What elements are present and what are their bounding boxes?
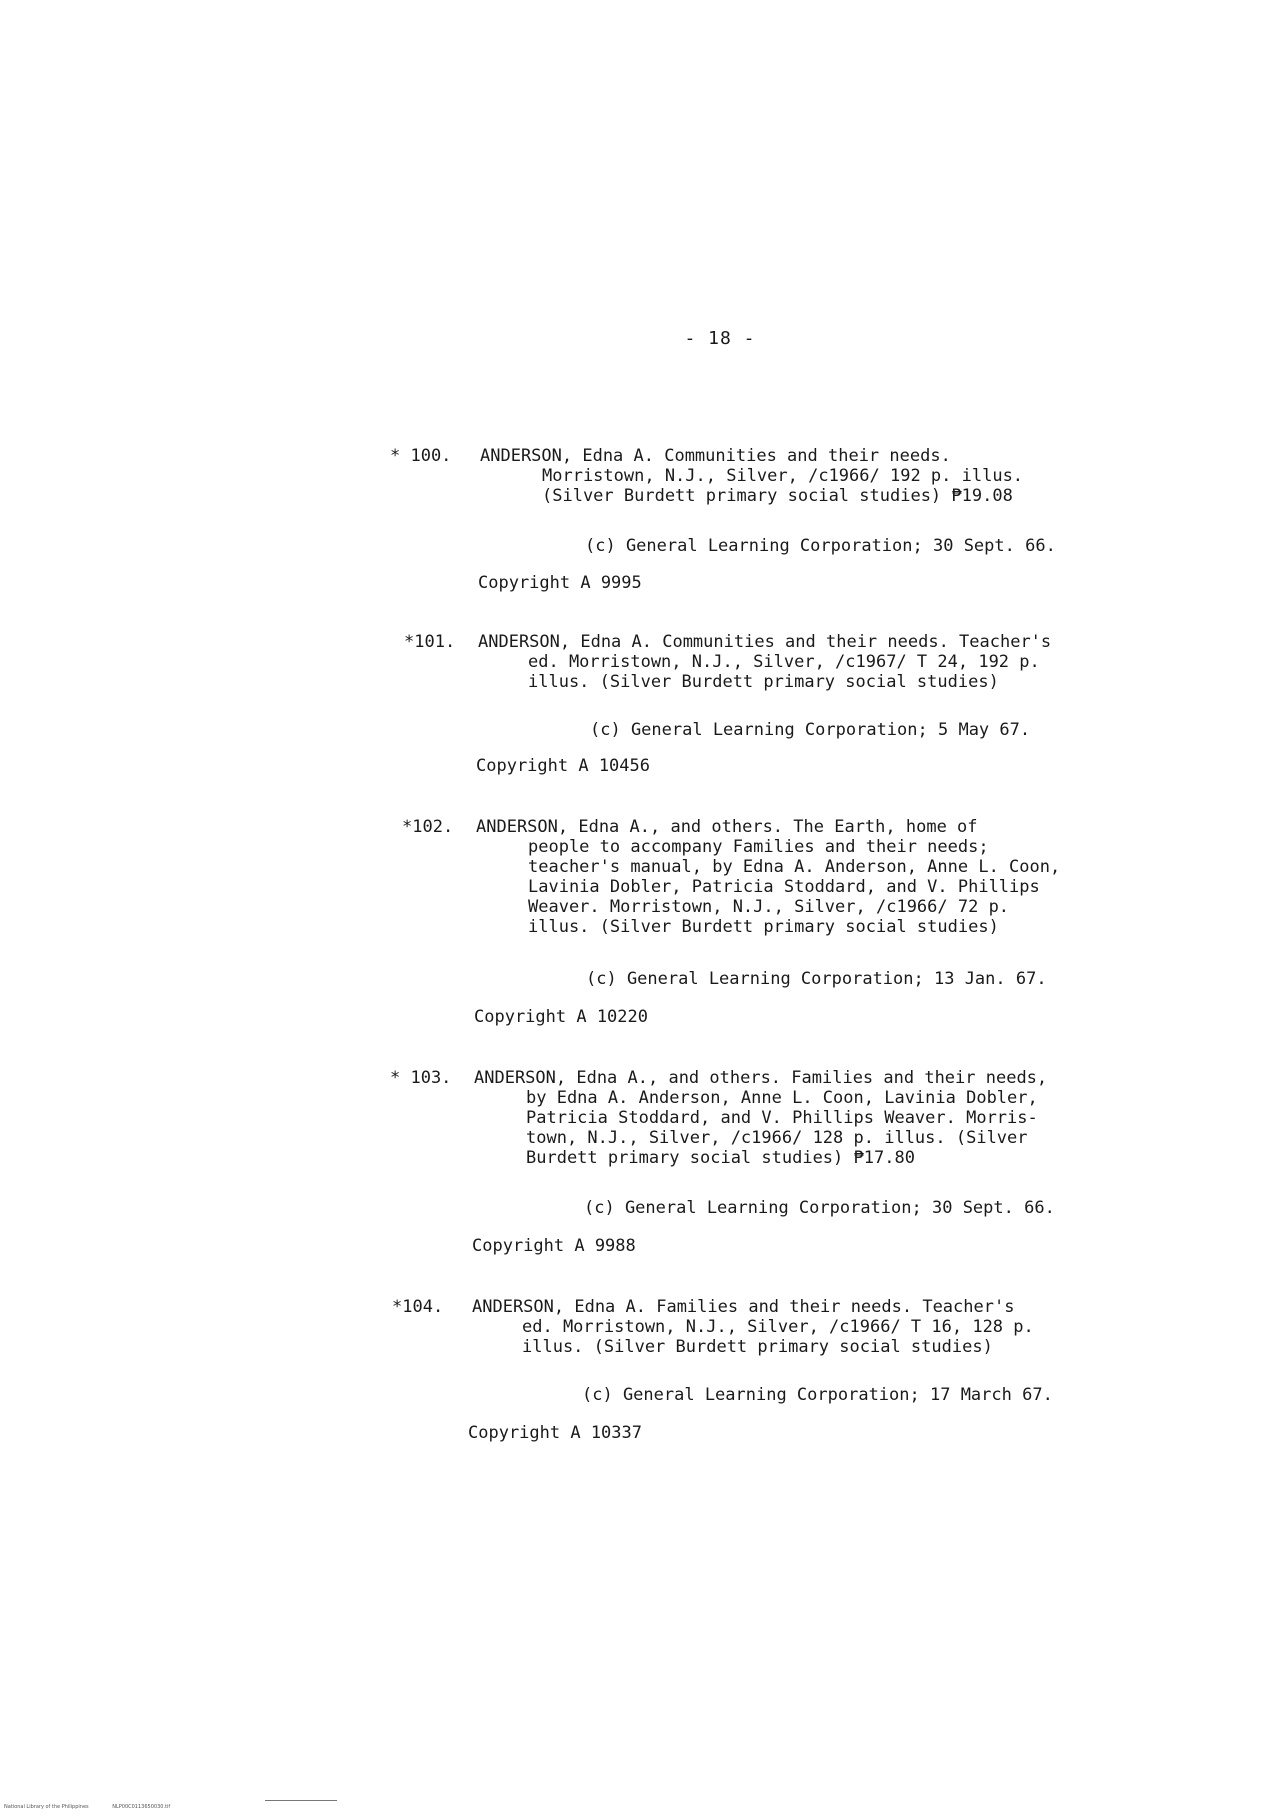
entry-100 — [390, 446, 1110, 596]
entry-line: (Silver Burdett primary social studies) ₱19.08 — [542, 486, 1013, 506]
entry-103 — [390, 1068, 1110, 1268]
entry-description — [474, 1068, 1094, 1168]
entry-101 — [390, 632, 1110, 782]
entry-line: ed. Morristown, N.J., Silver, /c1967/ T 24, 192 p. — [528, 652, 1040, 672]
entry-description — [480, 446, 1100, 506]
entry-102 — [390, 817, 1110, 1037]
entry-line: Lavinia Dobler, Patricia Stoddard, and V. Phillips — [528, 877, 1040, 897]
copyright-number: Copyright A 10220 — [474, 1007, 648, 1027]
entry-line: ANDERSON, Edna A., and others. The Earth, home of — [476, 817, 978, 837]
copyright-claimant: (c) General Learning Corporation; 13 Jan. 67. — [586, 969, 1047, 989]
copyright-number: Copyright A 10456 — [476, 756, 650, 776]
entry-number: *104. — [392, 1297, 444, 1317]
entry-number: * 103. — [390, 1068, 452, 1088]
entry-line: ANDERSON, Edna A. Communities and their needs. Teacher's — [478, 632, 1052, 652]
copyright-claimant: (c) General Learning Corporation; 30 Sept. 66. — [585, 536, 1056, 556]
copyright-number: Copyright A 9988 — [472, 1236, 636, 1256]
entry-line: ANDERSON, Edna A. Families and their needs. Teacher's — [472, 1297, 1015, 1317]
entry-line: illus. (Silver Burdett primary social studies) — [522, 1337, 993, 1357]
entry-line: illus. (Silver Burdett primary social studies) — [528, 917, 999, 937]
entry-number: *102. — [402, 817, 454, 837]
entry-line: Morristown, N.J., Silver, /c1966/ 192 p. illus. — [542, 466, 1024, 486]
entry-description — [476, 817, 1096, 937]
entry-line: Patricia Stoddard, and V. Phillips Weaver. Morris- — [526, 1108, 1038, 1128]
copyright-claimant: (c) General Learning Corporation; 5 May 67. — [590, 720, 1031, 740]
copyright-claimant: (c) General Learning Corporation; 17 March 67. — [582, 1385, 1053, 1405]
footer-institution: National Library of the Philippines — [4, 1804, 89, 1810]
footer-rule — [265, 1800, 337, 1801]
entry-line: ed. Morristown, N.J., Silver, /c1966/ T 16, 128 p. — [522, 1317, 1034, 1337]
entry-number: *101. — [404, 632, 456, 652]
entry-line: people to accompany Families and their needs; — [528, 837, 989, 857]
entry-line: town, N.J., Silver, /c1966/ 128 p. illus. (Silver — [526, 1128, 1028, 1148]
entry-line: by Edna A. Anderson, Anne L. Coon, Lavinia Dobler, — [526, 1088, 1038, 1108]
entry-line: teacher's manual, by Edna A. Anderson, Anne L. Coon, — [528, 857, 1061, 877]
footer-file: NLP00C0113650030.tif — [112, 1804, 171, 1810]
copyright-claimant: (c) General Learning Corporation; 30 Sept. 66. — [584, 1198, 1055, 1218]
entry-description — [478, 632, 1098, 692]
entry-line: Weaver. Morristown, N.J., Silver, /c1966/ 72 p. — [528, 897, 1010, 917]
entry-line: Burdett primary social studies) ₱17.80 — [526, 1148, 915, 1168]
copyright-number: Copyright A 9995 — [478, 573, 642, 593]
entry-line: ANDERSON, Edna A. Communities and their needs. — [480, 446, 951, 466]
scan-footer — [4, 1804, 192, 1810]
entry-104 — [390, 1297, 1110, 1447]
entry-line: illus. (Silver Burdett primary social studies) — [528, 672, 999, 692]
entry-description — [472, 1297, 1092, 1357]
page-number: - 18 - — [684, 328, 756, 349]
copyright-number: Copyright A 10337 — [468, 1423, 642, 1443]
entry-number: * 100. — [390, 446, 452, 466]
entry-line: ANDERSON, Edna A., and others. Families and their needs, — [474, 1068, 1048, 1088]
